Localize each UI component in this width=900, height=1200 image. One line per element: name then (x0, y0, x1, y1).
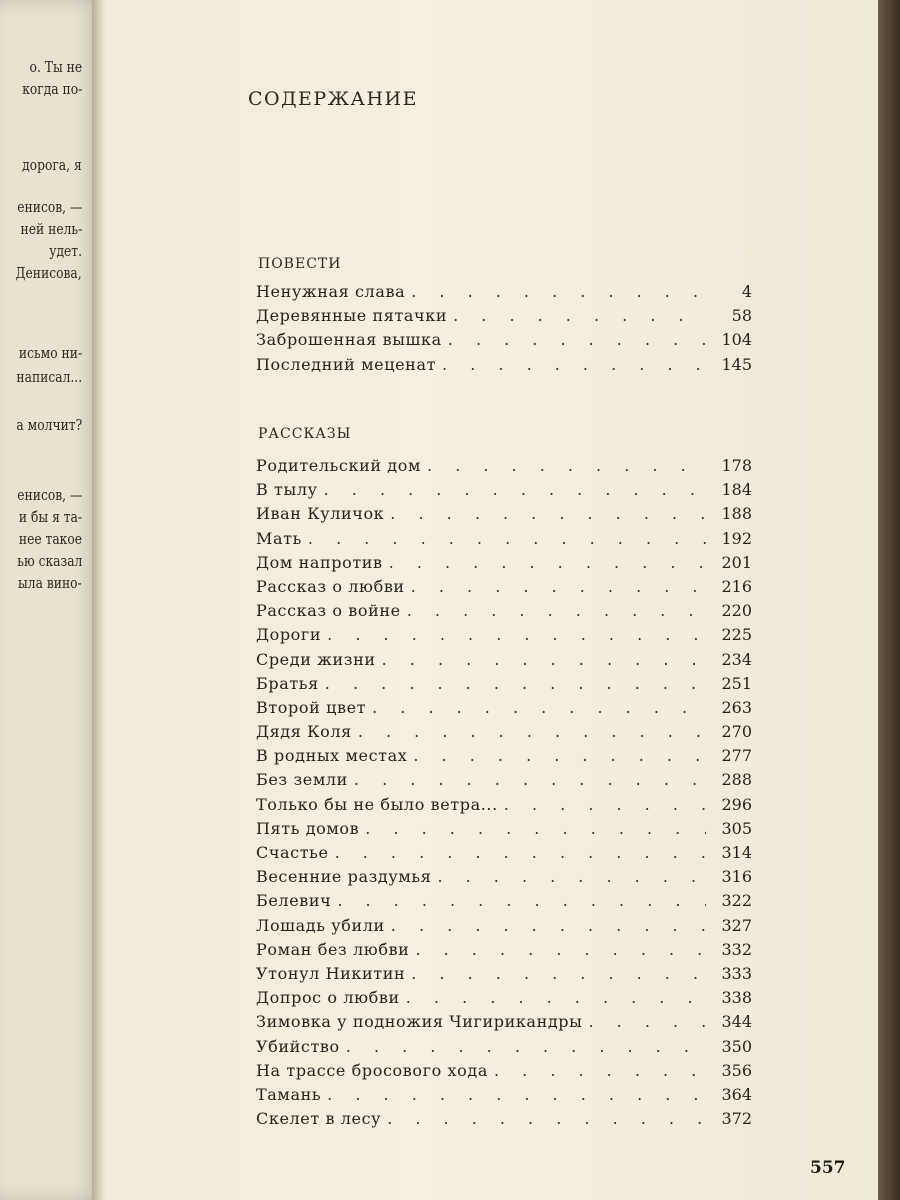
dot-leader (427, 454, 706, 478)
left-page-line: Денисова, (15, 264, 82, 282)
dot-leader (354, 768, 706, 792)
toc-entry (256, 817, 752, 841)
page-title: СОДЕРЖАНИЕ (248, 88, 418, 110)
toc-entry-title: Счастье (256, 843, 329, 862)
toc-entry-page: 251 (721, 673, 752, 693)
dot-leader (327, 623, 706, 647)
toc-entry (256, 793, 752, 817)
left-page-line: о. Ты не (29, 58, 82, 76)
toc-entry-page: 333 (721, 963, 752, 983)
toc-entry-title: Братья (256, 673, 319, 693)
toc-entry-page: 145 (721, 354, 752, 374)
toc-entry (256, 280, 752, 304)
toc-entry-page: 225 (721, 625, 752, 645)
toc-entry-title: Рассказ о войне (256, 601, 401, 621)
toc-entry-page: 234 (721, 649, 752, 669)
left-page-line: дорога, я (22, 156, 82, 174)
toc-entry-page: 372 (721, 1109, 752, 1129)
toc-entry-title: Второй цвет (256, 697, 367, 717)
toc-entry-title: Скелет в лесу (256, 1109, 382, 1129)
toc-entry (256, 962, 752, 986)
toc-entry (256, 353, 752, 377)
left-page-line: ыла вино- (18, 574, 82, 592)
dot-leader (324, 478, 706, 502)
toc-entry-page: 270 (721, 722, 752, 742)
toc-entry-title: Только бы не было ветра... (256, 794, 498, 814)
dot-leader (335, 841, 706, 865)
toc-entry (256, 1083, 752, 1107)
toc-entry-page: 338 (721, 988, 752, 1008)
toc-entry-title: Допрос о любви (256, 988, 400, 1008)
toc-entry-title: Дороги (256, 625, 322, 645)
dot-leader (382, 648, 706, 672)
toc-entry-page: 188 (721, 504, 752, 524)
toc-entry (256, 623, 752, 647)
toc-entry-title: Заброшенная вышка (256, 330, 442, 350)
dot-leader (411, 575, 706, 599)
dot-leader (411, 280, 706, 304)
toc-entry (256, 648, 752, 672)
toc-entry (256, 696, 752, 720)
toc-entry-title: Без земли (256, 770, 348, 790)
dot-leader (391, 914, 706, 938)
toc-entry-page: 178 (721, 456, 752, 475)
toc-entry-page: 344 (721, 1012, 752, 1032)
left-page-line: написал... (16, 368, 82, 386)
dot-leader (411, 962, 706, 986)
toc-entry-page: 356 (721, 1060, 752, 1080)
toc-list-povesti (256, 280, 752, 377)
toc-entry (256, 599, 752, 623)
toc-entry-title: Зимовка у подножия Чигирикандры (256, 1012, 583, 1032)
toc-entry-title: Ненужная слава (256, 282, 406, 301)
toc-entry (256, 1059, 752, 1083)
previous-page (0, 0, 100, 1200)
left-page-line: исьмо ни- (18, 344, 82, 362)
toc-entry (256, 720, 752, 744)
toc-entry-page: 314 (721, 843, 752, 862)
dot-leader (413, 744, 706, 768)
dot-leader (588, 1010, 706, 1034)
dot-leader (387, 1107, 706, 1131)
toc-entry-title: Пять домов (256, 818, 360, 838)
toc-entry (256, 986, 752, 1010)
dot-leader (494, 1059, 706, 1083)
left-page-line: ью сказал (16, 552, 82, 570)
dot-leader (327, 1083, 706, 1107)
dot-leader (390, 502, 706, 526)
dot-leader (406, 986, 706, 1010)
left-page-line: удет. (49, 242, 82, 260)
dot-leader (365, 817, 706, 841)
toc-entry-title: Иван Куличок (256, 504, 385, 524)
toc-entry-title: Белевич (256, 891, 332, 911)
toc-entry-page: 216 (721, 576, 752, 596)
dot-leader (308, 527, 706, 551)
toc-entry-page: 316 (721, 867, 752, 887)
toc-entry (256, 502, 752, 526)
toc-entry-page: 322 (721, 891, 752, 911)
toc-entry-title: На трассе бросового хода (256, 1060, 488, 1080)
toc-entry-title: Родительский дом (256, 456, 422, 475)
toc-entry (256, 1035, 752, 1059)
toc-entry-title: Утонул Никитин (256, 963, 406, 983)
toc-entry-title: Роман без любви (256, 939, 410, 959)
toc-entry (256, 672, 752, 696)
toc-entry-page: 201 (721, 552, 752, 572)
dot-leader (407, 599, 706, 623)
left-page-line: а молчит? (16, 416, 82, 434)
left-page-line: нее такое (18, 530, 82, 548)
toc-entry-page: 296 (721, 794, 752, 814)
toc-entry (256, 478, 752, 502)
toc-entry (256, 841, 752, 865)
left-page-line: ней нель- (20, 220, 82, 238)
toc-entry (256, 328, 752, 352)
dot-leader (337, 889, 706, 913)
dot-leader (442, 353, 706, 377)
left-page-line: и бы я та- (18, 508, 82, 526)
toc-entry (256, 768, 752, 792)
page-edge-shadow (878, 0, 900, 1200)
toc-entry-page: 58 (731, 306, 752, 326)
toc-entry-page: 4 (741, 282, 752, 301)
toc-entry-page: 350 (721, 1036, 752, 1056)
contents-page (106, 0, 882, 1200)
toc-entry-page: 288 (721, 770, 752, 790)
toc-entry-page: 364 (721, 1084, 752, 1104)
dot-leader (325, 672, 706, 696)
toc-entry (256, 744, 752, 768)
dot-leader (358, 720, 706, 744)
dot-leader (372, 696, 706, 720)
toc-entry-title: Среди жизни (256, 649, 376, 669)
toc-entry (256, 527, 752, 551)
section-heading-povesti: ПОВЕСТИ (258, 256, 342, 272)
toc-list-rasskazy (256, 454, 752, 1131)
toc-entry-title: В родных местах (256, 746, 408, 766)
toc-entry (256, 575, 752, 599)
toc-entry-page: 305 (721, 818, 752, 838)
toc-entry-title: Убийство (256, 1036, 340, 1056)
section-heading-rasskazy: РАССКАЗЫ (258, 426, 352, 442)
toc-entry-page: 263 (721, 697, 752, 717)
dot-leader (448, 328, 706, 352)
toc-entry-title: Рассказ о любви (256, 576, 405, 596)
toc-entry (256, 889, 752, 913)
toc-entry (256, 454, 752, 478)
page-number: 557 (810, 1158, 846, 1178)
toc-entry-title: Последний меценат (256, 354, 437, 374)
dot-leader (504, 793, 706, 817)
toc-entry-page: 332 (721, 939, 752, 959)
toc-entry (256, 1010, 752, 1034)
toc-entry (256, 551, 752, 575)
toc-entry-page: 220 (721, 601, 752, 621)
dot-leader (453, 304, 706, 328)
toc-entry-page: 277 (721, 746, 752, 766)
left-page-line: енисов, — (16, 486, 82, 504)
toc-entry-title: В тылу (256, 480, 318, 500)
toc-entry (256, 865, 752, 889)
toc-entry-page: 192 (721, 528, 752, 548)
toc-entry-page: 184 (721, 480, 752, 500)
left-page-line: когда по- (21, 80, 82, 98)
toc-entry-title: Дом напротив (256, 552, 383, 572)
toc-entry-title: Весенние раздумья (256, 867, 432, 887)
toc-entry-title: Дядя Коля (256, 722, 352, 742)
toc-entry (256, 304, 752, 328)
toc-entry-title: Лошадь убили (256, 915, 385, 935)
dot-leader (437, 865, 706, 889)
toc-entry (256, 938, 752, 962)
toc-entry-title: Деревянные пятачки (256, 306, 448, 326)
toc-entry-page: 327 (721, 915, 752, 935)
dot-leader (389, 551, 706, 575)
toc-entry-title: Тамань (256, 1084, 322, 1104)
dot-leader (415, 938, 706, 962)
toc-entry-page: 104 (721, 330, 752, 350)
left-page-line: енисов, — (16, 198, 82, 216)
toc-entry (256, 914, 752, 938)
dot-leader (346, 1035, 706, 1059)
toc-entry-title: Мать (256, 528, 302, 548)
toc-entry (256, 1107, 752, 1131)
